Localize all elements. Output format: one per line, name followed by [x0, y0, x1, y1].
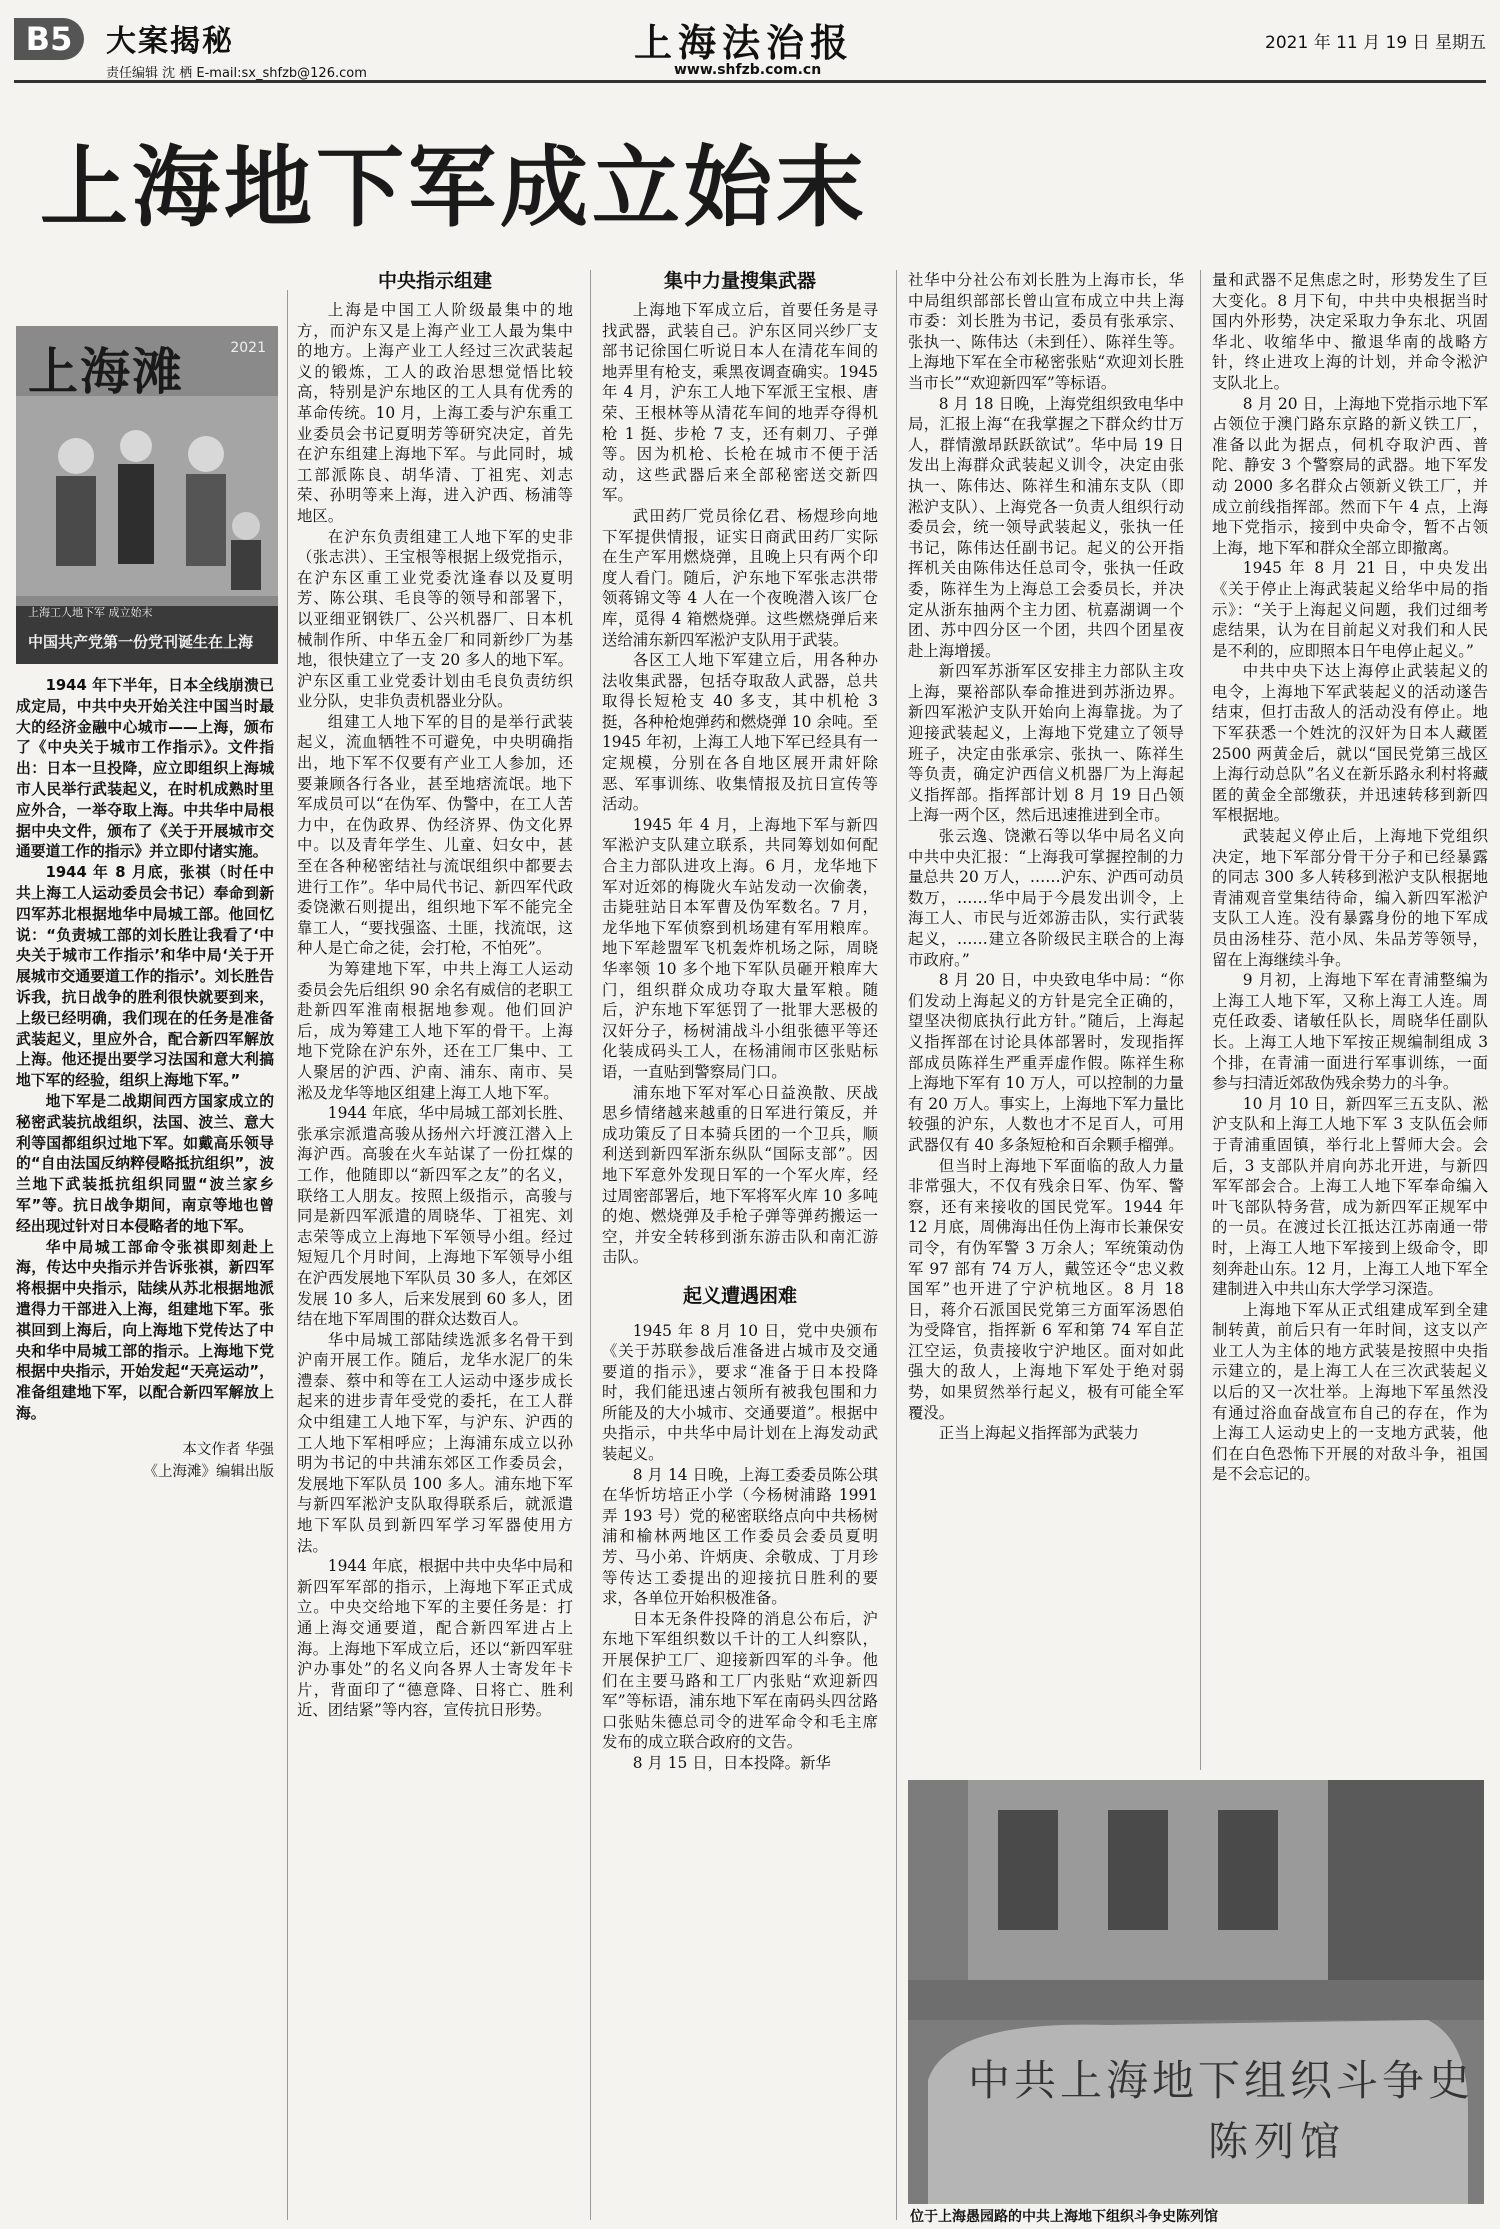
lead-paragraph: 1944 年下半年，日本全线崩溃已成定局，中共中央开始关注中国当时最大的经济金融中心城市——上海，颁布了《中央关于城市工作指示》。文件指出：日本一旦投降，应立即组织上海城市人民举行武装起义，在时机成熟时里应外合，一举夺取上海。中共华中局根据中央文件，颁布了《关于开展城市交通要道工作的指示》并立即付诸实施。: [16, 677, 274, 861]
subheading-central-directive: 中央指示组建: [377, 270, 492, 292]
body-paragraph: 上海是中国工人阶级最集中的地方，而沪东又是上海产业工人最为集中的地方。上海产业工人经过三次武装起义的锻炼，工人的政治思想觉悟比较高，特别是沪东地区的工人具有优秀的革命传统。10 月，上海工委与沪东重工业委员会书记夏明芳等研究决定，首先在沪东组建上海地下军。与此同时，城工部派陈良、胡华清、丁祖宪、刘志荣、孙明等来上海，进入沪西、杨浦等地区。: [297, 301, 573, 525]
museum-photo-illustration: [908, 1780, 1484, 2204]
body-paragraph: 8 月 20 日，上海地下党指示地下军占领位于澳门路东京路的新义铁工厂，准备以此为据点，伺机夺取沪西、普陀、静安 3 个警察局的武器。地下军发动 2000 多名群众占领新义铁工厂，并成立前线指挥部。然而下午 4 点，上海地下党指示，接到中央命令，暂不占领上海，地下军和群众全部立即撤离。: [1212, 394, 1488, 557]
body-paragraph: 量和武器不足焦虑之时，形势发生了巨大变化。8 月下旬，中共中央根据当时国内外形势，决定采取力争东北、巩固华北、收缩华中、撤退华南的战略方针，终止进攻上海的计划，并命令淞沪支队北上。: [1212, 271, 1488, 392]
body-paragraph: 但当时上海地下军面临的敌人力量非常强大，不仅有残余日军、伪军、警察，还有来接收的国民党军。1944 年 12 月底，周佛海出任伪上海市长兼保安司令，有伪军警 3 万余人；军统策动伪军 97 部有 74 万人，戴笠还令“忠义救国军”也开进了宁沪杭地区。8 月 18 日，蒋介石派国民党第三方面军汤恩伯为受降官，指挥新 6 军和第 74 军自芷江空运，负责接收宁沪地区。面对如此强大的敌人，上海地下军处于绝对弱势，如果贸然举行起义，极有可能全军覆没。: [908, 1156, 1184, 1422]
body-paragraph: 正当上海起义指挥部为武装力: [938, 1424, 1139, 1443]
body-paragraph: 组建工人地下军的目的是举行武装起义，流血牺牲不可避免，中央明确指出，地下军不仅要有产业工人参加，还要兼顾各行各业，甚至地痞流氓。地下军成员可以“在伪军、伪警中，在工人苦力中，在伪政界、伪经济界、伪文化界中。以及青年学生、儿童、妇女中，甚至在各种秘密结社与流氓组织中都要去进行工作”。华中局代书记、新四军代政委饶漱石则提出，组织地下军不能完全靠工人，“要找强盗、土匪，找流氓，这种人是亡命之徒，会打枪，不怕死”。: [297, 712, 573, 958]
body-paragraph: 10 月 10 日，新四军三五支队、淞沪支队和上海工人地下军 3 支队伍会师于青浦重固镇，举行北上誓师大会。会后，3 支部队并肩向苏北开进，与新四军军部会合。上海工人地下军奉命编入叶飞部队特务营，成为新四军正规军中的一员。在渡过长江抵达江苏南通一带时，上海工人地下军接到上级命令，即刻奔赴山东。12 月，上海工人地下军全建制进入中共山东大学学习深造。: [1212, 1094, 1488, 1299]
body-paragraph: 武装起义停止后，上海地下党组织决定，地下军部分骨干分子和已经暴露的同志 300 多人转移到淞沪支队根据地青浦观音堂集结待命，编入新四军淞沪支队工人连。没有暴露身份的地下军成员由汤桂芬、范小凤、朱品芳等领导，留在上海继续斗争。: [1212, 827, 1488, 969]
body-paragraph: 1944 年底，根据中共中央华中局和新四军军部的指示，上海地下军正式成立。中央交给地下军的主要任务是：打通上海交通要道，配合新四军进占上海。上海地下军成立后，还以“新四军驻沪办事处”的名义向各界人士寄发年卡片，背面印了“德意降、日将亡、胜利近、团结紧”等内容，宣传抗日形势。: [297, 1557, 573, 1720]
body-paragraph: 华中局城工部陆续选派多名骨干到沪南开展工作。随后，龙华水泥厂的朱澧泰、蔡中和等在工人运动中逐步成长起来的进步青年受党的委托，在工人群众中组建工人地下军，与沪东、沪西的工人地下军相呼应；上海浦东成立以孙明为书记的中共浦东郊区工作委员会，发展地下军队员 100 多人。浦东地下军与新四军淞沪支队取得联系后，就派遣地下军队员到新四军学习军器使用方法。: [297, 1330, 573, 1555]
stone-inscription-2: 陈列馆: [1208, 2119, 1346, 2165]
section-name: 大案揭秘: [106, 24, 234, 59]
article-column-3: [602, 300, 878, 1774]
page-header: [14, 8, 1486, 81]
body-paragraph: 为筹建地下军，中共上海工人运动委员会先后组织 90 余名有威信的老职工赴新四军淮南根据地参观。他们回沪后，成为筹建工人地下军的骨干。上海地下党除在沪东外，还在工厂集中、工人聚居的沪西、沪南、浦东、南市、吴淞及龙华等地区组建上海工人地下军。: [297, 960, 573, 1102]
magazine-cover-image: [16, 326, 278, 664]
column-divider: [590, 270, 591, 2220]
body-paragraph: 1945 年 8 月 21 日，中央发出《关于停止上海武装起义给华中局的指示》：“关于上海起义问题，我们过细考虑结果，认为在目前起义对我们和人民是不利的，应即照本日午电停止起义。”: [1212, 559, 1488, 660]
cover-title: 上海滩: [28, 342, 184, 401]
body-paragraph: 8 月 18 日晚，上海党组织致电华中局，汇报上海“在我掌握之下群众约廿万人，群情激昂跃跃欲试”。华中局 19 日发出上海群众武装起义训令，决定由张执一、陈伟达、陈祥生和浦东支队（即淞沪支队）、上海党各一负责人组织行动委员会，统一领导武装起义，张执一任书记，陈伟达任副书记。起义的公开指挥机关由陈伟达任总司令，张执一任政委，陈祥生为上海总工会委员长，并决定从浙东抽两个主力团、杭嘉湖调一个团、苏中四分区一个团，共四个团星夜赴上海增援。: [908, 394, 1184, 660]
body-paragraph: 武田药厂党员徐亿君、杨煜珍向地下军提供情报，证实日商武田药厂实际在生产军用燃烧弹，且晚上只有两个印度人看门。随后，沪东地下军张志洪带领蒋锦文等 4 人在一个夜晚潜入该厂仓库，觅得 4 箱燃烧弹。这些燃烧弹后来送给浦东新四军淞沪支队用于武装。: [602, 506, 878, 649]
source-byline: 《上海滩》编辑出版: [143, 1463, 274, 1480]
body-paragraph: 社华中分社公布刘长胜为上海市长，华中局组织部部长曾山宣布成立中共上海市委：刘长胜为书记，委员有张承宗、张执一、陈伟达（未到任）、陈祥生等。上海地下军在全市秘密张贴“欢迎刘长胜当市长”“欢迎新四军”等标语。: [908, 271, 1184, 392]
newspaper-masthead: 上海法治报: [634, 20, 855, 65]
lead-paragraph: 华中局城工部命令张祺即刻赴上海，传达中央指示并告诉张祺，新四军将根据中央指示，陆续从苏北根据地派遣得力干部进入上海，组建地下军。张祺回到上海后，向上海地下党传达了中央和华中局城工部的指示。上海地下党根据中央指示，开始发起“天亮运动”，准备组建地下军，以配合新四军解放上海。: [16, 1238, 274, 1422]
subheading-collect-weapons: 集中力量搜集武器: [663, 270, 816, 292]
lead-paragraph: 1944 年 8 月底，张祺（时任中共上海工人运动委员会书记）奉命到新四军苏北根据地华中局城工部。他回忆说：“负责城工部的刘长胜让我看了‘中央关于城市工作指示’和华中局‘关于开展城市交通要道工作的指示’。刘长胜告诉我，抗日战争的胜利很快就要到来，上级已经明确，我们现在的任务是准备武装起义，里应外合，配合新四军解放上海。他还提出要学习法国和意大利搞地下军的经验，组织上海地下军。”: [16, 864, 274, 1090]
newspaper-url: www.shfzb.com.cn: [674, 62, 822, 78]
body-paragraph: 8 月 15 日，日本投降。新华: [632, 1753, 831, 1772]
body-paragraph: 新四军苏浙军区安排主力部队主攻上海，粟裕部队奉命推进到苏浙边界。新四军淞沪支队开始向上海靠拢。为了迎接武装起义，上海地下党建立了领导班子，决定由张承宗、张执一、陈祥生等负责，确定沪西信义机器厂为上海起义指挥部。指挥部计划 8 月 19 日凸领上海一两个区，然后迅速推进到全市。: [908, 662, 1184, 825]
lead-column: [16, 676, 274, 1483]
article-column-2: [297, 300, 573, 1721]
header-rule: [14, 80, 1486, 83]
body-paragraph: 上海地下军从正式组建成军到全建制转黄，前后只有一年时间，这支以产业工人为主体的地方武装是按照中央指示建立的，是上海工人在三次武装起义以后的又一次壮举。上海地下军虽然没有通过浴血奋战宣布自己的存在，作为上海工人运动史上的一支地方武装，他们在白色恐怖下开展的对敌斗争，祖国是不会忘记的。: [1212, 1300, 1488, 1484]
body-paragraph: 8 月 20 日，中央致电华中局：“你们发动上海起义的方针是完全正确的，望坚决彻底执行此方针。”随后，上海起义指挥部在讨论具体部署时，发现指挥部成员陈祥生严重弄虚作假。陈祥生称上海地下军有 10 万人，可以控制的力量有 20 万人。事实上，上海地下军力量比较强的沪东，人数也才不足百人，可用武器仅有 40 多条短枪和百余颗手榴弹。: [908, 971, 1184, 1154]
body-paragraph: 张云逸、饶漱石等以华中局名义向中共中央汇报：“上海我可掌握控制的力量总共 20 万人，……沪东、沪西可动员数万，……华中局于今晨发出训令，上海工人、市民与近郊游击队，实行武装起义，……建立各阶级民主联合的上海市政府。”: [908, 827, 1184, 969]
body-paragraph: 各区工人地下军建立后，用各种办法收集武器，包括夺取敌人武器，总共取得长短枪支 40 多支，其中机枪 3 挺，各种枪炮弹药和燃烧弹 10 余吨。至 1945 年初，上海工人地下军已经具有一定规模，分别在各自地区展开肃奸除恶、军事训练、收集情报及抗日宣传等活动。: [602, 651, 878, 814]
cover-issue: 2021: [230, 340, 266, 356]
body-paragraph: 日本无条件投降的消息公布后，沪东地下军组织数以千计的工人纠察队，开展保护工厂、迎接新四军的斗争。他们在主要马路和工厂内张贴“欢迎新四军”等标语，浦东地下军在南码头四岔路口张贴朱德总司令的进军命令和毛主席发布的成立联合政府的文告。: [602, 1609, 878, 1752]
body-paragraph: 1944 年底，华中局城工部刘长胜、张承宗派遣高骏从扬州六圩渡江潜入上海沪西。高骏在火车站谋了一份扛煤的工作，他随即以“新四军之友”的名义，联络工人朋友。按照上级指示，高骏与同是新四军派遣的周晓华、丁祖宪、刘志荣等成立上海地下军领导小组。经过短短几个月时间，上海地下军领导小组在沪西发展地下军队员 30 多人，在郊区发展 10 多人，后来发展到 60 多人，团结在地下军周围的群众达数百人。: [297, 1104, 573, 1329]
page-number-badge: B5: [14, 18, 84, 60]
article-column-5: [1212, 270, 1488, 1485]
lead-paragraph: 地下军是二战期间西方国家成立的秘密武装抗战组织，法国、波兰、意大利等国都组织过地下军。如戴高乐领导的“自由法国反纳粹侵略抵抗组织”，波兰地下武装抵抗组织同盟“波兰家乡军”等。抗日战争期间，南京等地也曾经出现过针对日本侵略者的地下军。: [16, 1092, 274, 1235]
column-divider: [287, 290, 288, 2220]
editor-info: 责任编辑 沈 栖 E-mail:sx_shfzb@126.com: [106, 66, 367, 81]
body-paragraph: 中共中央下达上海停止武装起义的电令，上海地下军武装起义的活动遂告结束，但打击敌人的活动没有停止。地下军获悉一个姓沈的汉奸为日本人藏匿 2500 两黄金后，就以“国民党第三战区上海行动总队”名义在新乐路永利村将藏匿的黄金全部缴获，并迅速转移到新四军根据地。: [1212, 662, 1488, 825]
body-paragraph: 9 月初，上海地下军在青浦整编为上海工人地下军，又称上海工人连。周克任政委、诸敏任队长，周晓华任副队长。上海工人地下军按正规编制组成 3 个排，在青浦一面进行军事训练，一面参与扫清近郊敌伪残余势力的斗争。: [1212, 971, 1488, 1093]
museum-photo: [908, 1780, 1484, 2204]
article-headline: 上海地下军成立始末: [40, 136, 869, 239]
cover-subtitle: 上海工人地下军 成立始末: [28, 606, 153, 619]
photo-caption: 位于上海愚园路的中共上海地下组织斗争史陈列馆: [910, 2209, 1218, 2225]
body-paragraph: 上海地下军成立后，首要任务是寻找武器，武装自己。沪东区同兴纱厂支部书记徐国仁听说日本人在清花车间的地弄里有枪支，乘黑夜调查确实。1945 年 4 月，沪东工人地下军派王宝根、唐荣、王根林等从清花车间的地弄夺得机枪 1 挺、步枪 7 支，还有刺刀、子弹等。因为机枪、长枪在城市不便于活动，这些武器后来全部秘密送交新四军。: [602, 301, 878, 505]
body-paragraph: 1945 年 4 月，上海地下军与新四军淞沪支队建立联系，共同筹划如何配合主力部队进攻上海。6 月，龙华地下军对近郊的梅陇火车站发动一次偷袭，击毙驻站日本军曹及伪军数名。7 月，龙华地下军侦察到机场建有军用粮库。地下军趁盟军飞机轰炸机场之际，周晓华率领 10 多个地下军队员砸开粮库大门，组织群众成功夺取大量军粮。随后，沪东地下军惩罚了一批罪大恶极的汉奸分子，杨树浦战斗小组张德平等还化装成码头工人，在杨浦闹市区张贴标语，一直贴到警察局门口。: [602, 815, 878, 1081]
column-divider: [896, 270, 897, 2220]
column-divider: [1200, 270, 1201, 1770]
body-paragraph: 浦东地下军对军心日益涣散、厌战思乡情绪越来越重的日军进行策反，并成功策反了日本骑兵团的一个卫兵，顺利送到新四军浙东纵队“国际支部”。因地下军意外发现日军的一个军火库，经过周密部署后，地下军将军火库 10 多吨的炮、燃烧弹及手枪子弹等弹药搬运一空，并安全转移到浙东游击队和南汇游击队。: [602, 1083, 878, 1267]
body-paragraph: 1945 年 8 月 10 日，党中央颁布《关于苏联参战后准备进占城市及交通要道的指示》，要求“准备于日本投降时，我们能迅速占领所有被我包围和力所能及的大小城市、交通要道”。根据中央指示，中共华中局计划在上海发动武装起义。: [602, 1321, 878, 1464]
author-byline: 本文作者 华强: [182, 1441, 274, 1458]
subheading-uprising-difficulty: 起义遭遇困难: [682, 1284, 797, 1307]
body-paragraph: 在沪东负责组建工人地下军的史非（张志洪）、王宝根等根据上级党指示，在沪东区重工业党委沈逢春以及夏明芳、陈公琪、毛良等的领导和部署下，以亚细亚钢铁厂、公兴机器厂、日本机械制作所、中华五金厂和同新纱厂为基地，很快建立了一支 20 多人的地下军。沪东区重工业党委计划由毛良负责纺织业分队，史非负责机器业分队。: [297, 527, 573, 711]
body-paragraph: 8 月 14 日晚，上海工委委员陈公琪在华忻坊培正小学（今杨树浦路 1991 弄 193 号）党的秘密联络点向中共杨树浦和榆林两地区工作委员会委员夏明芳、马小弟、许炳庚、余敬成、丁月珍等传达工委提出的迎接抗日胜利的要求，各单位开始积极准备。: [602, 1465, 878, 1608]
publication-date: 2021 年 11 月 19 日 星期五: [1265, 33, 1486, 53]
article-column-4: [908, 270, 1184, 1444]
cover-bottom-text: 中国共产党第一份党刊诞生在上海: [28, 633, 254, 651]
stone-inscription: 中共上海地下组织斗争史: [968, 2056, 1475, 2105]
